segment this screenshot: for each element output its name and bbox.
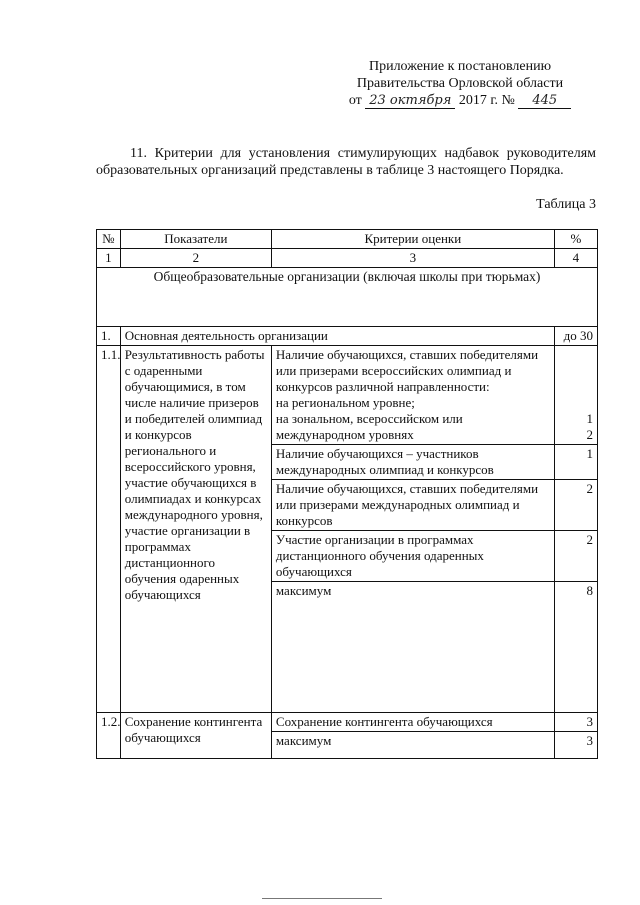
percent-cell: 3	[554, 713, 597, 732]
section-row	[97, 268, 598, 327]
percent-cell	[554, 346, 597, 445]
percent-line: 2	[586, 427, 593, 442]
footer-divider	[262, 898, 382, 899]
table-header-row	[97, 230, 598, 249]
col-number-2: 2	[120, 249, 271, 268]
table-row	[97, 346, 598, 445]
col-number-1: 1	[97, 249, 121, 268]
paragraph-11	[96, 145, 596, 179]
row-num: 1.	[97, 327, 121, 346]
percent-cell: 2	[554, 531, 597, 582]
table-row	[97, 713, 598, 732]
percent-cell: 8	[554, 582, 597, 713]
year-and-number-label: 2017 г. №	[458, 93, 515, 108]
header-line-1: Приложение к постановлению	[368, 59, 552, 74]
criterion-cell: максимум	[271, 582, 554, 713]
criterion-line: на региональном уровне;	[275, 395, 415, 410]
section-title: Общеобразовательные организации (включая школы при тюрьмах)	[97, 268, 598, 327]
row-num: 1.2.	[97, 713, 121, 759]
paragraph-text: 11. Критерии для установления стимулирующих надбавок руководителям образовательных организаций представлены в таблице 3 настоящего Порядка.	[96, 146, 596, 178]
criterion-cell: максимум	[271, 732, 554, 759]
header-percent: %	[554, 230, 597, 249]
criterion-cell: Участие организации в программах дистанционного обучения одаренных обучающихся	[271, 531, 554, 582]
indicator-cell: Сохранение контингента обучающихся	[120, 713, 271, 759]
criterion-cell: Сохранение контингента обучающихся	[271, 713, 554, 732]
percent-line	[559, 347, 593, 411]
percent-line: 1	[586, 411, 593, 426]
table-row	[97, 327, 598, 346]
handwritten-number: 445	[518, 93, 571, 109]
criterion-cell	[271, 346, 554, 445]
col-number-4: 4	[554, 249, 597, 268]
date-prefix: от	[348, 93, 362, 108]
table-numbering-row	[97, 249, 598, 268]
appendix-header	[330, 58, 590, 109]
percent-cell: 2	[554, 480, 597, 531]
criterion-line: Наличие обучающихся, ставших победителями или призерами всероссийских олимпиад и конкурсов различной направленности:	[275, 347, 539, 394]
header-indicators: Показатели	[120, 230, 271, 249]
handwritten-date: 23 октября	[365, 93, 455, 109]
table-caption: Таблица 3	[536, 197, 596, 212]
percent-cell: 3	[554, 732, 597, 759]
criterion-cell: Наличие обучающихся – участников международных олимпиад и конкурсов	[271, 445, 554, 480]
header-criteria: Критерии оценки	[271, 230, 554, 249]
col-number-3: 3	[271, 249, 554, 268]
criterion-cell: Наличие обучающихся, ставших победителями или призерами международных олимпиад и конкурсов	[271, 480, 554, 531]
criterion-line: на зональном, всероссийском или международном уровнях	[275, 411, 463, 442]
header-line-2: Правительства Орловской области	[356, 76, 564, 91]
percent-cell: 1	[554, 445, 597, 480]
row-num: 1.1.	[97, 346, 121, 713]
row-percent: до 30	[554, 327, 597, 346]
header-date-line	[330, 92, 590, 109]
indicator-cell: Результативность работы с одаренными обучающимися, в том числе наличие призеров и победителей олимпиад и конкурсов регионального и всероссийского уровня, участие обучающихся в олимпиадах и конкурсах международного уровня, участие организации в программах дистанционного обучения одаренных обучающихся	[120, 346, 271, 713]
row-text: Основная деятельность организации	[120, 327, 554, 346]
criteria-table	[96, 229, 598, 759]
header-num: №	[97, 230, 121, 249]
